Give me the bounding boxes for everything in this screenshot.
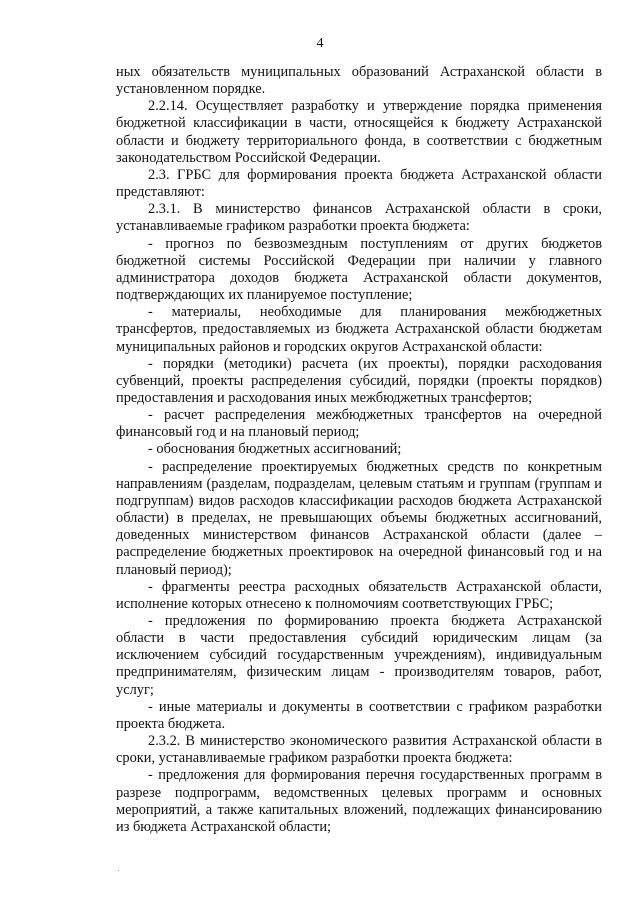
list-item: - расчет распределения межбюджетных трансфертов на очередной финансовый год и на плановый период; (116, 407, 602, 441)
list-item: - распределение проектируемых бюджетных средств по конкретным направлениям (разделам, подразделам, целевым статьям и группам (группам и подгруппам) видов расходов классификации расходов бюджета Астраханской области) в пределах, не превышающих объемы бюджетных ассигнований, доведенных министерством финансов Астраханской области (далее – распределение бюджетных проектировок на очередной финансовый год и на плановый период); (116, 458, 602, 578)
list-item: - прогноз по безвозмездным поступлениям от других бюджетов бюджетной системы Российской Федерации при наличии у главного администратора доходов бюджета Астраханской области документов, подтверждающих их планируемое поступление; (116, 235, 602, 304)
paragraph: 2.3.1. В министерство финансов Астраханской области в сроки, устанавливаемые графиком разработки проекта бюджета: (116, 201, 602, 235)
list-item: - обоснования бюджетных ассигнований; (148, 441, 402, 458)
paragraph: 2.3.2. В министерство экономического развития Астраханской области в сроки, устанавливаемые графиком разработки проекта бюджета: (116, 733, 602, 767)
page-number: 4 (316, 36, 324, 51)
list-item: - материалы, необходимые для планирования межбюджетных трансфертов, предоставляемых из бюджета Астраханской области бюджетам муниципальных районов и городских округов Астраханской области: (116, 304, 602, 355)
paragraph: 2.2.14. Осуществляет разработку и утверждение порядка применения бюджетной классификации в части, относящейся к бюджету Астраханской области и бюджету территориального фонда, в соответствии с бюджетным законодательством Российской Федерации. (116, 98, 602, 166)
paragraph: 2.3. ГРБС для формирования проекта бюджета Астраханской области представляют: (116, 166, 602, 201)
paragraph: ных обязательств муниципальных образований Астраханской области в установленном порядке. (116, 64, 602, 98)
list-item: - иные материалы и документы в соответствии с графиком разработки проекта бюджета. (116, 698, 602, 732)
list-item: - фрагменты реестра расходных обязательств Астраханской области, исполнение которых отнесено к полномочиям соответствующих ГРБС; (116, 578, 602, 612)
list-item: - предложения для формирования перечня государственных программ в разрезе подпрограмм, ведомственных целевых программ и основных мероприятий, а также капитальных вложений, подлежащих финансированию из бюджета Астраханской области; (116, 767, 602, 835)
list-item: - предложения по формированию проекта бюджета Астраханской области в части предоставления субсидий юридическим лицам (за исключением субсидий государственным учреждениям), индивидуальным предпринимателям, физическим лицам - производителям товаров, работ, услуг; (116, 613, 602, 698)
document-body (116, 64, 602, 836)
list-item: - порядки (методики) расчета (их проекты), порядки расходования субвенций, проекты распределения субсидий, порядки (проекты порядков) предоставления и расходования иных межбюджетных трансфертов; (116, 355, 602, 406)
scan-speck (118, 870, 119, 871)
